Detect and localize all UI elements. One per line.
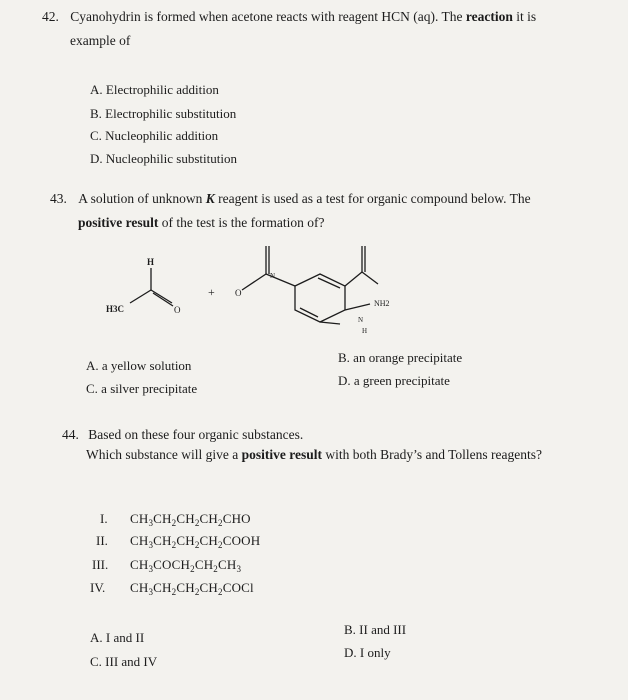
option-letter: C. (90, 128, 102, 143)
q42-option-a[interactable] (90, 82, 219, 98)
option-text: Electrophilic substitution (105, 106, 237, 121)
q42-option-b[interactable] (90, 106, 236, 122)
h-label: H (147, 257, 155, 267)
formula: $CH_3CH_2CH_2CH_2COOH$ (130, 533, 261, 550)
option-letter: B. (90, 106, 102, 121)
question-text: Based on these four organic substances. (88, 427, 304, 442)
h3c-label: H3C (106, 304, 124, 314)
option-text: an orange precipitate (353, 350, 463, 365)
nitro-structure (242, 246, 378, 324)
question-43-line2: positive result of the test is the formation of? (78, 215, 325, 230)
option-text: III and IV (105, 654, 158, 669)
q43-option-d[interactable] (338, 373, 450, 389)
formula: $CH_3CH_2CH_2CH_2CHO$ (130, 511, 251, 528)
option-text: Nucleophilic substitution (105, 151, 237, 166)
option-text: Nucleophilic addition (105, 128, 219, 143)
chemical-structures (90, 238, 470, 338)
option-letter: D. (344, 645, 357, 660)
question-text: Cyanohydrin is formed when acetone reacts with reagent HCN (aq). The reaction it is (70, 9, 537, 24)
question-text: A solution of unknown K reagent is used as a test for organic compound below. The (78, 191, 531, 206)
q44-option-b[interactable] (344, 622, 406, 638)
option-text: II and III (359, 622, 407, 637)
aldehyde-structure (130, 268, 173, 306)
question-42 (42, 6, 602, 28)
formula: $CH_3COCH_2CH_2CH_3$ (130, 557, 242, 574)
question-number: 44. (62, 427, 79, 442)
option-letter: A. (90, 630, 103, 645)
option-letter: C. (90, 654, 102, 669)
question-44-line2: Which substance will give a positive result with both Brady’s and Tollens reagents? (86, 447, 542, 462)
n-label: N (270, 272, 276, 280)
option-letter: D. (338, 373, 351, 388)
q42-option-d[interactable] (90, 151, 237, 167)
q44-option-a[interactable] (90, 630, 144, 646)
nh-label: N (358, 316, 364, 324)
question-44 (62, 424, 303, 446)
q44-option-c[interactable] (90, 654, 157, 670)
option-text: a green precipitate (353, 373, 450, 388)
question-number: 42. (42, 9, 59, 24)
option-letter: D. (90, 151, 103, 166)
option-letter: B. (338, 350, 350, 365)
option-letter: A. (90, 82, 103, 97)
q42-option-c[interactable] (90, 128, 218, 144)
q43-option-a[interactable] (86, 358, 191, 374)
question-number: 43. (50, 191, 67, 206)
option-text: I and II (105, 630, 145, 645)
q43-option-c[interactable] (86, 381, 197, 397)
roman-numeral: IV. (90, 580, 106, 595)
option-text: a yellow solution (101, 358, 192, 373)
option-letter: A. (86, 358, 99, 373)
roman-numeral: II. (96, 533, 108, 548)
substance-2 (96, 533, 260, 550)
option-text: Electrophilic addition (105, 82, 219, 97)
formula: $CH_3CH_2CH_2CH_2COCl$ (130, 580, 254, 597)
option-text: a silver precipitate (101, 381, 198, 396)
option-text: I only (359, 645, 391, 660)
h-small-label: H (362, 327, 368, 335)
q44-option-d[interactable] (344, 645, 391, 661)
roman-numeral: III. (92, 557, 109, 572)
nh2-label: NH2 (374, 299, 390, 308)
question-43 (50, 188, 610, 210)
substance-1 (100, 511, 251, 528)
o-minus-label: O (235, 288, 242, 298)
plus-sign: + (208, 285, 215, 299)
substance-4 (90, 580, 254, 597)
option-letter: C. (86, 381, 98, 396)
o-label: O (174, 305, 181, 315)
q43-option-b[interactable] (338, 350, 462, 366)
question-42-line2: example of (70, 33, 131, 48)
roman-numeral: I. (100, 511, 108, 526)
option-letter: B. (344, 622, 356, 637)
substance-3 (92, 557, 241, 574)
